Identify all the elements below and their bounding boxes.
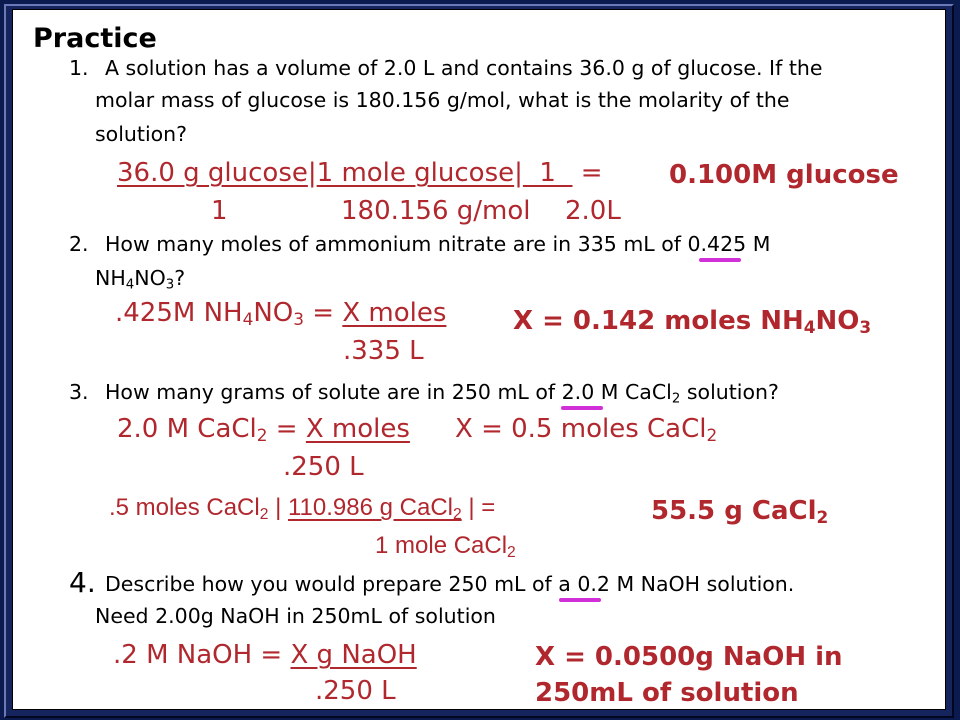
q1-line1: A solution has a volume of 2.0 L and contains 36.0 g of glucose. If the	[105, 56, 823, 80]
q4-answer-line2: 250mL of solution	[535, 678, 799, 708]
q1-term3: 1	[522, 158, 573, 188]
q4-number: 4.	[69, 566, 96, 599]
q3-conversion: .5 moles CaCl$_2$ | 110.986 g CaCl$_2$ | =	[109, 494, 496, 523]
q1-sep1: |	[307, 158, 317, 188]
q2-equation: .425M $NH_4NO_3 = X$ moles	[115, 298, 447, 330]
q4-numerator: X g NaOH	[290, 640, 417, 670]
q3-line1: How many grams of solute are in 250 mL of 2.0 M CaCl$_2$ solution?	[105, 380, 779, 407]
q3-answer: 55.5 g CaCl$_2$	[651, 496, 829, 528]
q2-number: 2.	[69, 232, 89, 256]
q4-line2: Need 2.00g NaOH in 250mL of solution	[95, 604, 496, 628]
q1-answer: 0.100M glucose	[669, 160, 899, 190]
q4-equation: .2 M NaOH = X g NaOH	[113, 640, 417, 670]
q2-line1: How many moles of ammonium nitrate are in 335 mL of 0.425 M	[105, 232, 771, 256]
q3-conv-denominator: 1 mole CaCl$_2$	[375, 532, 516, 561]
q1-line2: molar mass of glucose is 180.156 g/mol, what is the molarity of the	[95, 88, 790, 112]
q2-line2: $NH_4NO_3$?	[95, 266, 186, 293]
q3-number: 3.	[69, 380, 89, 404]
q2-denominator: .335 L	[343, 336, 424, 366]
slide-title: Practice	[33, 23, 157, 54]
q2-numerator: X moles	[342, 298, 447, 328]
q1-term1: 36.0 g glucose	[117, 158, 308, 188]
q1-den3: 2.0L	[565, 196, 621, 226]
slide	[12, 9, 946, 710]
q1-line3: solution?	[95, 122, 188, 146]
q4-answer-line1: X = 0.0500g NaOH in	[535, 642, 843, 672]
q3-ml-highlight	[561, 406, 603, 410]
q2-ml-highlight	[699, 258, 741, 262]
q3-equation: 2.0 M CaCl$_2$ = X moles	[117, 414, 410, 446]
q3-conv-numerator: 110.986 g CaCl$_2$	[287, 494, 462, 523]
q4-line1: Describe how you would prepare 250 mL of a 0.2 M NaOH solution.	[105, 572, 795, 596]
q1-den2: 180.156 g/mol	[341, 196, 531, 226]
q2-answer: X = 0.142 moles $NH_4NO_3$	[513, 306, 872, 338]
q1-sep2: |	[514, 158, 523, 188]
q1-number: 1.	[69, 56, 89, 80]
q1-equals: =	[580, 158, 603, 188]
q1-equation-top	[117, 158, 603, 188]
q4-denominator: .250 L	[315, 676, 396, 706]
q1-term2: 1 mole glucose	[316, 158, 515, 188]
q3-denominator: .250 L	[283, 452, 364, 482]
q1-den1: 1	[211, 196, 228, 226]
q4-ml-highlight	[559, 598, 601, 602]
q3-numerator: X moles	[305, 414, 410, 444]
q3-moles-result: X = 0.5 moles CaCl$_2$	[455, 414, 718, 446]
